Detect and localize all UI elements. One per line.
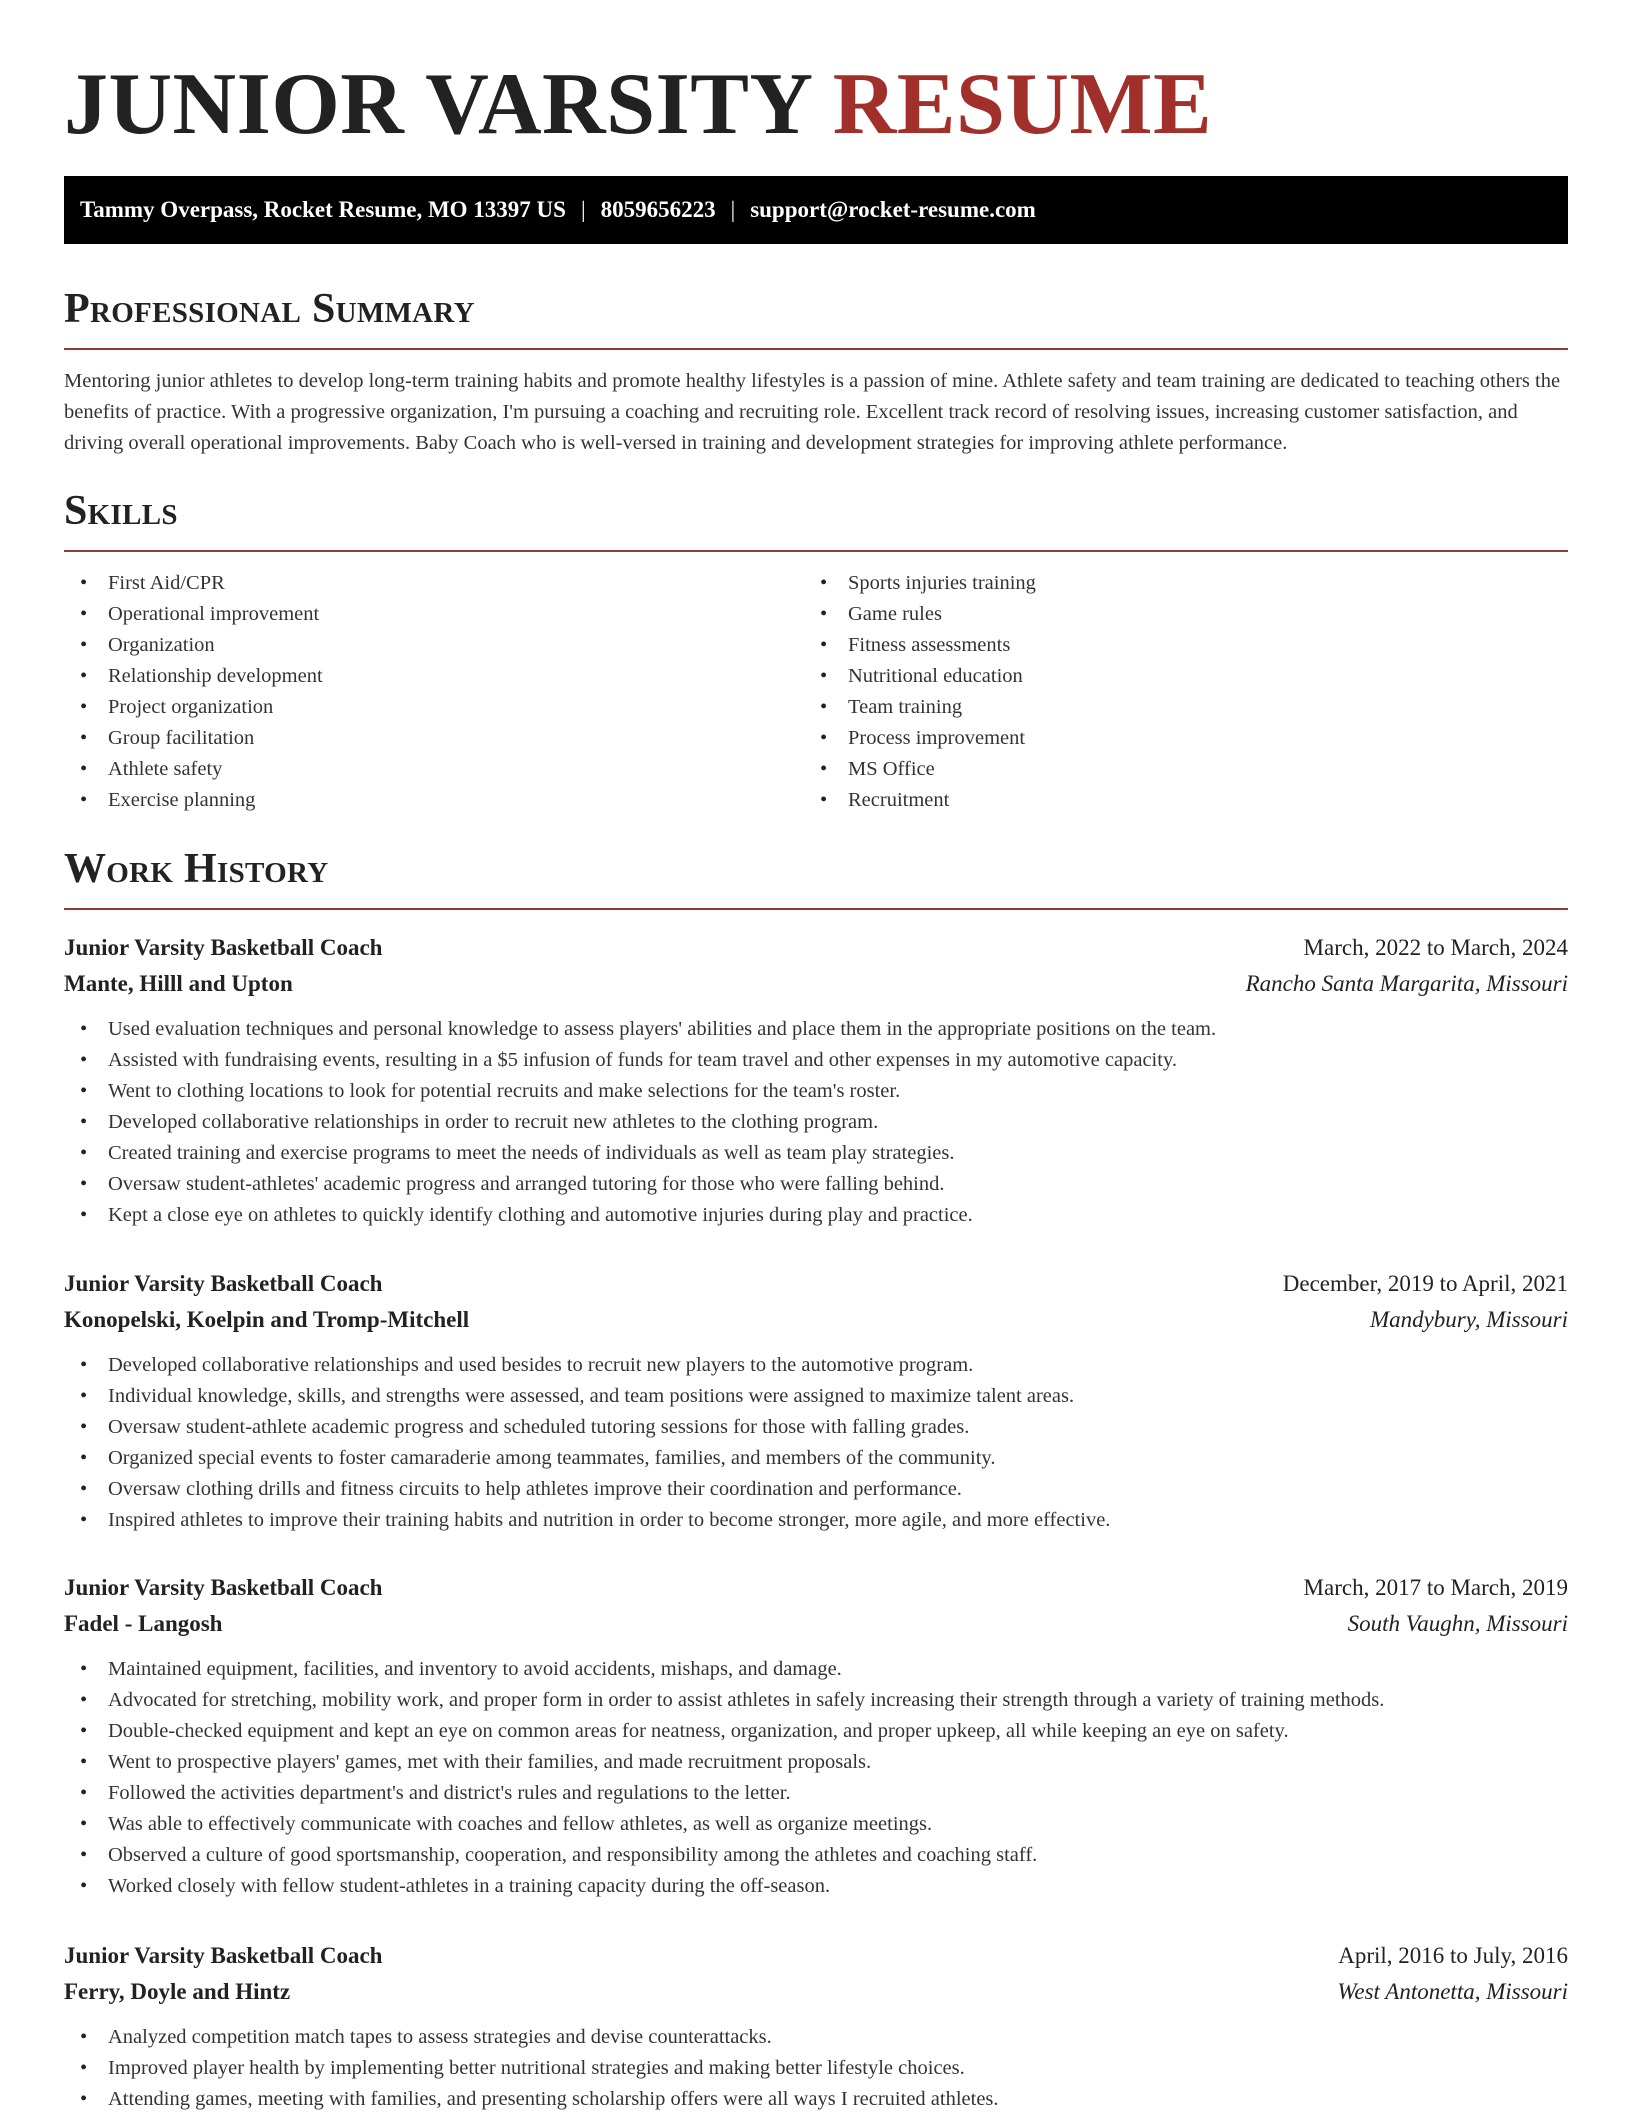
skills-section	[64, 486, 1568, 816]
job-bullet: • Observed a culture of good sportsmanship, cooperation, and responsibility among the athletes and coaching staff.	[64, 1840, 1568, 1871]
job-dates: December, 2019 to April, 2021	[1282, 1271, 1568, 1296]
job-company-row	[64, 1606, 1568, 1642]
job-header-row	[64, 930, 1568, 966]
job-bullet: • Used evaluation techniques and personal knowledge to assess players' abilities and place them in the appropriate positions on the team.	[64, 1014, 1568, 1045]
job-bullet: • Organized special events to foster camaraderie among teammates, families, and members of the community.	[64, 1443, 1568, 1474]
job-bullet: • Oversaw student-athletes' academic progress and arranged tutoring for those who were falling behind.	[64, 1169, 1568, 1200]
job-dates: March, 2017 to March, 2019	[1303, 1575, 1568, 1600]
job-entry	[64, 1570, 1568, 1902]
job-bullet: • Developed collaborative relationships and used besides to recruit new players to the automotive program.	[64, 1350, 1568, 1381]
job-company-row	[64, 1974, 1568, 2010]
job-company: Mante, Hilll and Upton	[64, 971, 293, 996]
job-bullet: • Created training and exercise programs to meet the needs of individuals as well as team play strategies.	[64, 1138, 1568, 1169]
work-history-section	[64, 844, 1568, 910]
job-title: Junior Varsity Basketball Coach	[64, 935, 383, 960]
skills-heading: Skills	[64, 488, 178, 534]
job-bullet: • Advocated for stretching, mobility work, and proper form in order to assist athletes in safely increasing their strength through a variety of training methods.	[64, 1685, 1568, 1716]
skills-list-right	[804, 568, 1544, 816]
skill-item: • Sports injuries training	[804, 568, 1544, 599]
skill-item: • Operational improvement	[64, 599, 804, 630]
job-bullet: • Oversaw student-athlete academic progress and scheduled tutoring sessions for those with falling grades.	[64, 1412, 1568, 1443]
section-divider	[64, 348, 1568, 350]
job-bullet: • Went to clothing locations to look for potential recruits and make selections for the team's roster.	[64, 1076, 1568, 1107]
contact-address: Tammy Overpass, Rocket Resume, MO 13397 US	[80, 197, 566, 222]
job-bullet: • Analyzed competition match tapes to assess strategies and devise counterattacks.	[64, 2022, 1568, 2053]
skills-list-left	[64, 568, 804, 816]
job-bullets	[64, 2022, 1568, 2115]
job-bullet: • Developed collaborative relationships in order to recruit new athletes to the clothing program.	[64, 1107, 1568, 1138]
skill-item: • First Aid/CPR	[64, 568, 804, 599]
skill-item: • Process improvement	[804, 723, 1544, 754]
job-dates: March, 2022 to March, 2024	[1303, 935, 1568, 960]
job-bullet: • Double-checked equipment and kept an eye on common areas for neatness, organization, and proper upkeep, all while keeping an eye on safety.	[64, 1716, 1568, 1747]
job-company: Fadel - Langosh	[64, 1611, 223, 1636]
skill-item: • Organization	[64, 630, 804, 661]
skill-item: • Project organization	[64, 692, 804, 723]
skill-item: • Team training	[804, 692, 1544, 723]
skill-item: • Exercise planning	[64, 785, 804, 816]
job-title: Junior Varsity Basketball Coach	[64, 1575, 383, 1600]
job-bullet: • Inspired athletes to improve their training habits and nutrition in order to become stronger, more agile, and more effective.	[64, 1505, 1568, 1536]
contact-phone: 8059656223	[600, 197, 716, 222]
title-part-2: RESUME	[832, 56, 1213, 153]
job-company: Ferry, Doyle and Hintz	[64, 1979, 291, 2004]
work-history-heading: Work History	[64, 846, 329, 892]
job-bullet: • Oversaw clothing drills and fitness circuits to help athletes improve their coordination and performance.	[64, 1474, 1568, 1505]
job-bullets	[64, 1014, 1568, 1231]
job-title: Junior Varsity Basketball Coach	[64, 1943, 383, 1968]
job-bullets	[64, 1654, 1568, 1902]
job-bullet: • Individual knowledge, skills, and strengths were assessed, and team positions were assigned to maximize talent areas.	[64, 1381, 1568, 1412]
summary-text: Mentoring junior athletes to develop long-term training habits and promote healthy lifestyles is a passion of mine. Athlete safety and team training are dedicated to teaching others the benefits of practice. With a progressive organization, I'm pursuing a coaching and recruiting role. Excellent track record of resolving issues, increasing customer satisfaction, and driving overall operational improvements. Baby Coach who is well-versed in training and development strategies for improving athlete performance.	[64, 370, 1561, 454]
skill-item: • Fitness assessments	[804, 630, 1544, 661]
job-header-row	[64, 1570, 1568, 1606]
skill-item: • Nutritional education	[804, 661, 1544, 692]
job-entry	[64, 1938, 1568, 2115]
job-bullet: • Worked closely with fellow student-athletes in a training capacity during the off-season.	[64, 1871, 1568, 1902]
job-header-row	[64, 1938, 1568, 1974]
job-bullet: • Attending games, meeting with families, and presenting scholarship offers were all ways I recruited athletes.	[64, 2084, 1568, 2115]
skill-item: • Game rules	[804, 599, 1544, 630]
job-location: West Antonetta, Missouri	[1337, 1979, 1568, 2004]
job-company-row	[64, 966, 1568, 1002]
summary-heading: Professional Summary	[64, 286, 475, 332]
job-header-row	[64, 1266, 1568, 1302]
job-bullet: • Improved player health by implementing better nutritional strategies and making better lifestyle choices.	[64, 2053, 1568, 2084]
contact-email: support@rocket-resume.com	[750, 197, 1036, 222]
job-company: Konopelski, Koelpin and Tromp-Mitchell	[64, 1307, 470, 1332]
job-location: Rancho Santa Margarita, Missouri	[1245, 971, 1568, 996]
job-bullet: • Maintained equipment, facilities, and inventory to avoid accidents, mishaps, and damage.	[64, 1654, 1568, 1685]
contact-bar	[64, 176, 1568, 244]
contact-separator: |	[730, 197, 736, 222]
job-bullet: • Went to prospective players' games, met with their families, and made recruitment proposals.	[64, 1747, 1568, 1778]
skill-item: • Recruitment	[804, 785, 1544, 816]
summary-section	[64, 284, 1568, 459]
skill-item: • Athlete safety	[64, 754, 804, 785]
skill-item: • Group facilitation	[64, 723, 804, 754]
job-location: Mandybury, Missouri	[1369, 1307, 1568, 1332]
job-bullet: • Assisted with fundraising events, resulting in a $5 infusion of funds for team travel and other expenses in my automotive capacity.	[64, 1045, 1568, 1076]
job-title: Junior Varsity Basketball Coach	[64, 1271, 383, 1296]
section-divider	[64, 550, 1568, 552]
job-bullets	[64, 1350, 1568, 1536]
skill-item: • Relationship development	[64, 661, 804, 692]
job-dates: April, 2016 to July, 2016	[1338, 1943, 1568, 1968]
skills-columns	[64, 568, 1568, 816]
job-bullet: • Followed the activities department's and district's rules and regulations to the letter.	[64, 1778, 1568, 1809]
job-entry	[64, 930, 1568, 1231]
job-company-row	[64, 1302, 1568, 1338]
contact-separator: |	[580, 197, 586, 222]
title-part-1: JUNIOR VARSITY	[64, 56, 811, 153]
skill-item: • MS Office	[804, 754, 1544, 785]
resume-title	[64, 55, 1212, 155]
job-bullet: • Was able to effectively communicate with coaches and fellow athletes, as well as organize meetings.	[64, 1809, 1568, 1840]
job-location: South Vaughn, Missouri	[1347, 1611, 1568, 1636]
section-divider	[64, 908, 1568, 910]
job-entry	[64, 1266, 1568, 1536]
job-bullet: • Kept a close eye on athletes to quickly identify clothing and automotive injuries during play and practice.	[64, 1200, 1568, 1231]
